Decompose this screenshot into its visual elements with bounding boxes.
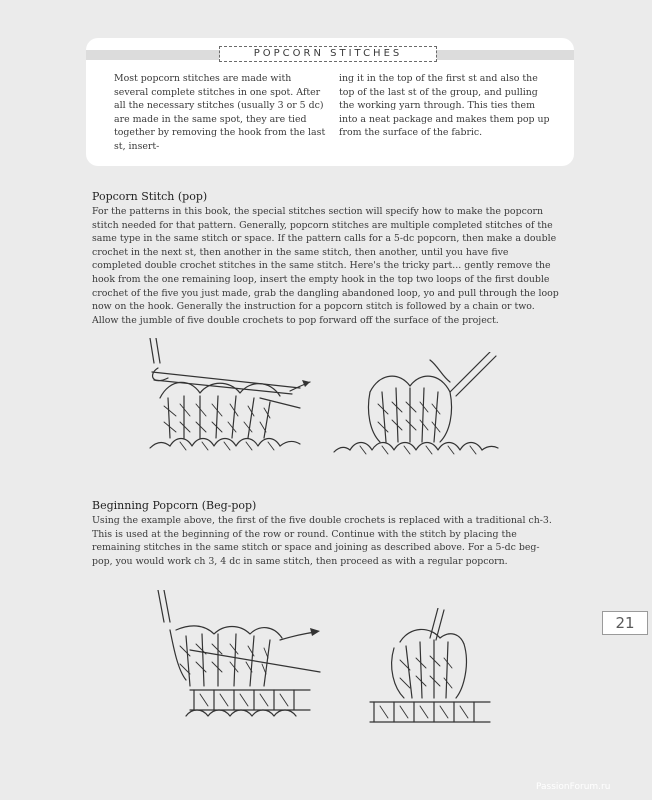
page-number: 21 — [602, 611, 648, 635]
body-popcorn-stitch: For the patterns in this book, the special stitches section will specify how to make the popcorn stitch needed for that pattern. Generally, popcorn stitches are multiple completed stitches of the same type in the same stitch or space. If the pattern calls for a 5-dc popcorn, then make a double crochet in the next st, then another in the same stitch, then another, until you have five completed double crochet stitches in the same stitch. Here's the tricky part... gently remove the hook from the one remaining loop, insert the empty hook in the top two loops of the first double crochet of the five you just made, grab the dangling abandoned loop, yo and pull through the loop now on the hook. Generally the instruction for a popcorn stitch is followed by a chain or two. Allow the jumble of five double crochets to pop forward off the surface of the project. — [92, 206, 559, 326]
beg-pop-step1-illustration — [150, 590, 330, 730]
beg-pop-step2-illustration — [360, 608, 510, 732]
intro-text-left: Most popcorn stitches are made with several complete stitches in one spot. After all the necessary stitches (usually 3 or 5 dc) are made in the same spot, they are tied together by removing the hook from the last st, insert- — [114, 73, 326, 152]
banner-title: POPCORN STITCHES — [219, 46, 437, 62]
popcorn-step1-illustration — [140, 338, 320, 463]
heading-popcorn-stitch: Popcorn Stitch (pop) — [92, 190, 208, 203]
heading-beginning-popcorn: Beginning Popcorn (Beg-pop) — [92, 499, 257, 512]
watermark: PassionForum.ru — [536, 782, 611, 792]
intro-panel — [86, 38, 574, 166]
intro-text-right: ing it in the top of the first st and also the top of the last st of the group, and pulling the working yarn through. This ties them into a neat package and makes them pop up from the surface of the fabric. — [339, 73, 550, 139]
body-beginning-popcorn: Using the example above, the first of the five double crochets is replaced with a traditional ch-3. This is used at the beginning of the row or round. Continue with the stitch by placing the remaining stitches in the same stitch or space and joining as described above. For a 5-dc beg-pop, you would work ch 3, 4 dc in same stitch, then proceed as with a regular popcorn. — [92, 515, 552, 567]
popcorn-step2-illustration — [330, 352, 500, 462]
